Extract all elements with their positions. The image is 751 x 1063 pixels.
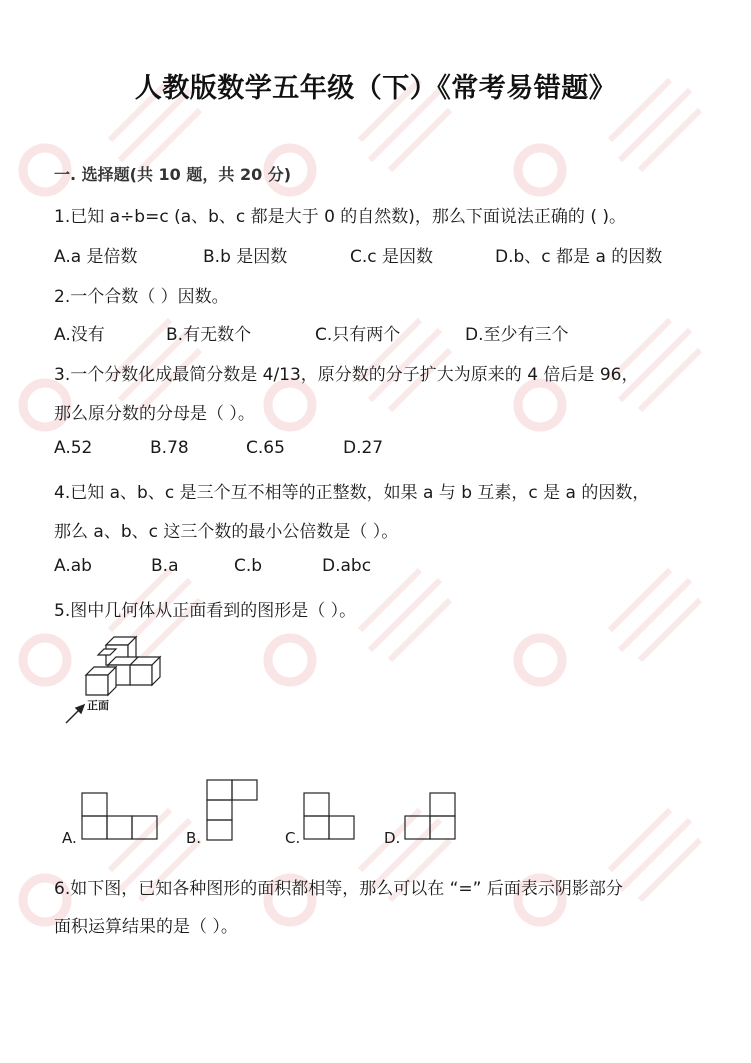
question-1-option-d[interactable]: D.b、c 都是 a 的因数	[495, 247, 663, 267]
question-4-stem-line-2: 那么 a、b、c 这三个数的最小公倍数是（ ）。	[54, 522, 399, 542]
question-5-stem: 5.图中几何体从正面看到的图形是（ ）。	[54, 601, 357, 621]
question-5-option-b-label[interactable]: B.	[186, 829, 202, 847]
question-3-option-b[interactable]: B.78	[150, 438, 189, 458]
question-4-option-c[interactable]: C.b	[234, 556, 263, 576]
question-2-stem: 2.一个合数（ ）因数。	[54, 287, 229, 307]
option-a-figure[interactable]	[80, 792, 160, 842]
section-heading: 一. 选择题(共 10 题，共 20 分)	[54, 165, 292, 184]
question-1-stem: 1.已知 a÷b=c (a、b、c 都是大于 0 的自然数)，那么下面说法正确的 ( )。	[54, 207, 626, 227]
question-2-option-d[interactable]: D.至少有三个	[465, 325, 569, 345]
question-2-option-b[interactable]: B.有无数个	[166, 325, 252, 345]
question-6-stem-line-2: 面积运算结果的是（ ）。	[54, 917, 238, 937]
question-4-option-a[interactable]: A.ab	[54, 556, 92, 576]
question-3-option-c[interactable]: C.65	[246, 438, 285, 458]
question-4-stem-line-1: 4.已知 a、b、c 是三个互不相等的正整数，如果 a 与 b 互素，c 是 a 的因数，	[54, 483, 650, 503]
question-1-option-b[interactable]: B.b 是因数	[203, 247, 288, 267]
question-3-option-d[interactable]: D.27	[343, 438, 384, 458]
question-1-option-c[interactable]: C.c 是因数	[350, 247, 434, 267]
front-view-label: 正面	[87, 699, 109, 712]
question-4-option-d[interactable]: D.abc	[322, 556, 372, 576]
question-3-stem-line-1: 3.一个分数化成最简分数是 4/13，原分数的分子扩大为原来的 4 倍后是 96，	[54, 365, 639, 385]
solid-figure	[58, 633, 168, 728]
page-title: 人教版数学五年级（下）《常考易错题》	[134, 73, 617, 104]
question-2-option-a[interactable]: A.没有	[54, 325, 105, 345]
option-b-figure[interactable]	[205, 779, 259, 842]
question-1-option-a[interactable]: A.a 是倍数	[54, 247, 138, 267]
question-3-stem-line-2: 那么原分数的分母是（ ）。	[54, 404, 255, 424]
option-c-figure[interactable]	[302, 792, 358, 842]
question-5-option-d-label[interactable]: D.	[384, 829, 401, 847]
question-4-option-b[interactable]: B.a	[151, 556, 179, 576]
question-3-option-a[interactable]: A.52	[54, 438, 93, 458]
question-2-option-c[interactable]: C.只有两个	[315, 325, 401, 345]
question-6-stem-line-1: 6.如下图，已知各种图形的面积都相等，那么可以在 “=” 后面表示阴影部分	[54, 879, 623, 899]
question-5-option-a-label[interactable]: A.	[62, 829, 77, 847]
option-d-figure[interactable]	[403, 792, 459, 842]
question-5-option-c-label[interactable]: C.	[285, 829, 301, 847]
